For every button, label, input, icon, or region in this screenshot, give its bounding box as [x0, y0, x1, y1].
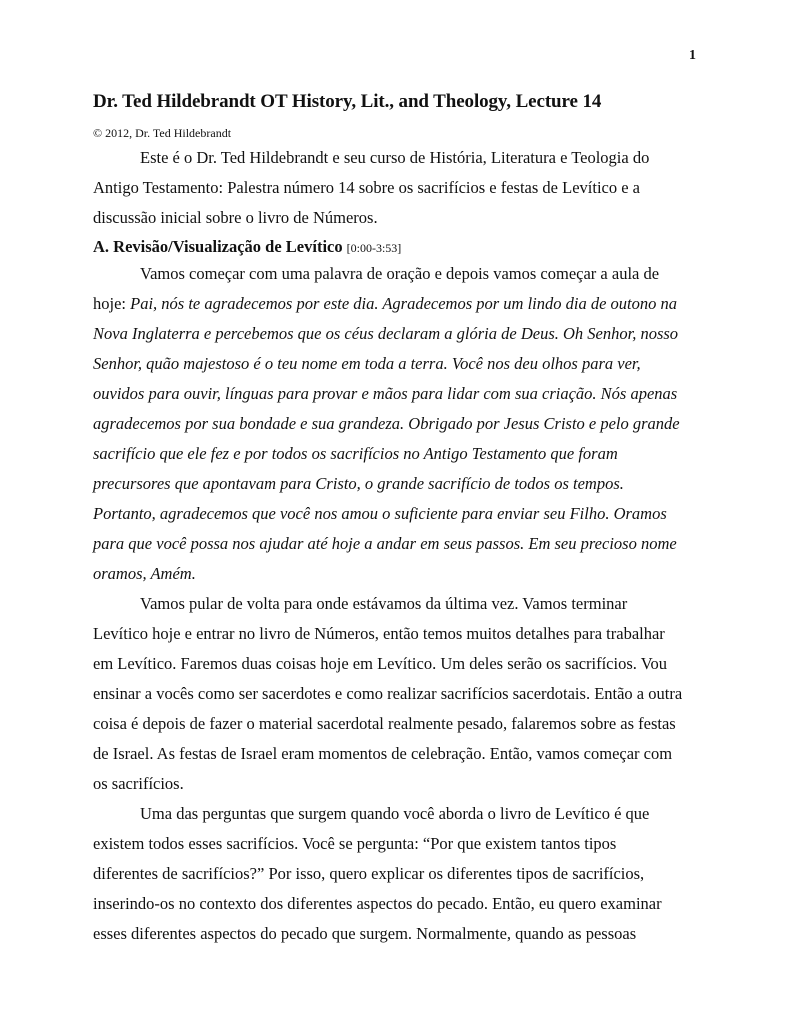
- paragraph-line: inserindo-os no contexto dos diferentes aspectos do pecado. Então, eu quero examinar: [93, 894, 662, 913]
- paragraph-line: em Levítico. Faremos duas coisas hoje em Levítico. Um deles serão os sacrifícios. Vou: [93, 654, 668, 673]
- paragraph-line: de Israel. As festas de Israel eram momentos de celebração. Então, vamos começar com: [93, 744, 673, 763]
- copyright-line: © 2012, Dr. Ted Hildebrandt: [93, 126, 232, 140]
- intro-line: Antigo Testamento: Palestra número 14 sobre os sacrifícios e festas de Levítico e a: [93, 178, 641, 197]
- paragraph-line: esses diferentes aspectos do pecado que surgem. Normalmente, quando as pessoas: [93, 924, 637, 943]
- prayer-line: oramos, Amém.: [93, 564, 196, 583]
- section-heading: [93, 237, 401, 257]
- section-heading-text: A. Revisão/Visualização de Levítico: [93, 237, 343, 256]
- prayer-line: precursores que apontavam para Cristo, o grande sacrifício de todos os tempos.: [93, 474, 624, 493]
- prayer-line: Portanto, agradecemos que você nos amou o suficiente para enviar seu Filho. Oramos: [93, 504, 667, 523]
- paragraph-line: [93, 294, 677, 314]
- page-number: 1: [689, 48, 696, 63]
- paragraph-line: Vamos pular de volta para onde estávamos da última vez. Vamos terminar: [140, 594, 628, 613]
- prayer-line: Senhor, quão majestoso é o teu nome em toda a terra. Você nos deu olhos para ver,: [93, 354, 641, 373]
- italic-text: Pai, nós te agradecemos por este dia. Agradecemos por um lindo dia de outono na: [130, 294, 678, 313]
- paragraph-line: Uma das perguntas que surgem quando você aborda o livro de Levítico é que: [140, 804, 650, 823]
- intro-line: discussão inicial sobre o livro de Números.: [93, 208, 378, 227]
- paragraph-line: coisa é depois de fazer o material sacerdotal realmente pesado, falaremos sobre as festas: [93, 714, 676, 733]
- prayer-line: sacrifício que ele fez e por todos os sacrifícios no Antigo Testamento que foram: [93, 444, 618, 463]
- intro-line: Este é o Dr. Ted Hildebrandt e seu curso de História, Literatura e Teologia do: [140, 148, 650, 167]
- prayer-line: Nova Inglaterra e percebemos que os céus declaram a glória de Deus. Oh Senhor, nosso: [93, 324, 679, 343]
- plain-text: hoje:: [93, 294, 131, 313]
- paragraph-line: diferentes de sacrifícios?” Por isso, quero explicar os diferentes tipos de sacrifícios,: [93, 864, 645, 883]
- paragraph-line: ensinar a vocês como ser sacerdotes e como realizar sacrifícios sacerdotais. Então a outra: [93, 684, 683, 703]
- prayer-line: ouvidos para ouvir, línguas para provar e mãos para lidar com sua criação. Nós apenas: [93, 384, 678, 403]
- paragraph-line: Vamos começar com uma palavra de oração e depois vamos começar a aula de: [140, 264, 660, 283]
- paragraph-line: os sacrifícios.: [93, 774, 184, 793]
- paragraph-line: existem todos esses sacrifícios. Você se pergunta: “Por que existem tantos tipos: [93, 834, 617, 853]
- prayer-line: agradecemos por sua bondade e sua grandeza. Obrigado por Jesus Cristo e pelo grande: [93, 414, 680, 433]
- prayer-line: para que você possa nos ajudar até hoje a andar em seus passos. Em seu precioso nome: [93, 534, 677, 553]
- paragraph-line: Levítico hoje e entrar no livro de Números, então temos muitos detalhes para trabalhar: [93, 624, 665, 643]
- section-timestamp: [0:00-3:53]: [346, 241, 402, 255]
- document-title: Dr. Ted Hildebrandt OT History, Lit., and Theology, Lecture 14: [93, 91, 602, 112]
